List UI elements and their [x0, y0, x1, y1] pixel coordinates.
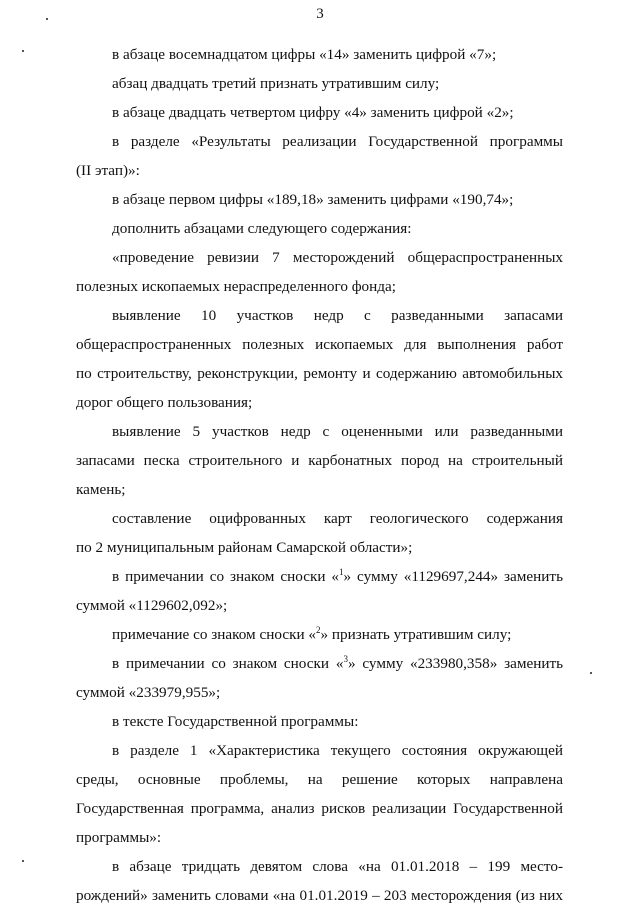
scan-speck	[46, 18, 48, 20]
text-line: в абзаце восемнадцатом цифры «14» заменить цифрой «7»;	[112, 46, 497, 63]
text-line: в абзаце тридцать девятом слова «на 01.01.2018 – 199 место-	[112, 858, 563, 875]
text-line: полезных ископаемых нераспределенного фонда;	[76, 278, 396, 295]
text-line: среды, основные проблемы, на решение которых направлена	[76, 771, 563, 788]
text-line: общераспространенных полезных ископаемых для выполнения работ	[76, 336, 563, 353]
scan-speck	[22, 50, 24, 52]
scan-speck	[22, 860, 24, 862]
footnote-marker: 3	[343, 653, 348, 664]
text-line: программы»:	[76, 829, 162, 846]
footnote-marker: 1	[339, 566, 344, 577]
text-line: дорог общего пользования;	[76, 394, 253, 411]
text-line: выявление 5 участков недр с оцененными или разведанными	[112, 423, 563, 440]
text-line: суммой «1129602,092»;	[76, 597, 228, 614]
text-line: (II этап)»:	[76, 162, 140, 179]
text-line: в тексте Государственной программы:	[112, 713, 359, 730]
text-line: «проведение ревизии 7 месторождений общераспространенных	[112, 249, 563, 266]
text-line: выявление 10 участков недр с разведанными запасами	[112, 307, 563, 324]
text-line: запасами песка строительного и карбонатных пород на строительный	[76, 452, 563, 469]
text-line: по 2 муниципальным районам Самарской области»;	[76, 539, 413, 556]
text-line: в абзаце двадцать четвертом цифру «4» заменить цифрой «2»;	[112, 104, 514, 121]
text-line: рождений» заменить словами «на 01.01.2019 – 203 месторождения (из них	[76, 887, 563, 904]
text-line: по строительству, реконструкции, ремонту и содержанию автомобильных	[76, 365, 563, 382]
text-line: суммой «233979,955»;	[76, 684, 221, 701]
text-line: Государственная программа, анализ рисков реализации Государственной	[76, 800, 563, 817]
text-line: примечание со знаком сноски «$^2$» признать утратившим силу;	[112, 624, 512, 643]
text-line: в разделе 1 «Характеристика текущего состояния окружающей	[112, 742, 563, 759]
text-line: дополнить абзацами следующего содержания:	[112, 220, 412, 237]
text-line: в примечании со знаком сноски «$^1$» сумму «1129697,244» заменить	[112, 566, 563, 585]
text-line: составление оцифрованных карт геологического содержания	[112, 510, 563, 527]
text-line: камень;	[76, 481, 126, 498]
text-line: абзац двадцать третий признать утратившим силу;	[112, 75, 440, 92]
text-line: в примечании со знаком сноски «$^3$» сумму «233980,358» заменить	[112, 653, 564, 672]
page-number: 3	[316, 6, 324, 22]
scan-speck	[590, 672, 592, 674]
text-line: в абзаце первом цифры «189,18» заменить цифрами «190,74»;	[112, 191, 514, 208]
text-line: в разделе «Результаты реализации Государственной программы	[112, 133, 563, 150]
footnote-marker: 2	[316, 624, 321, 635]
